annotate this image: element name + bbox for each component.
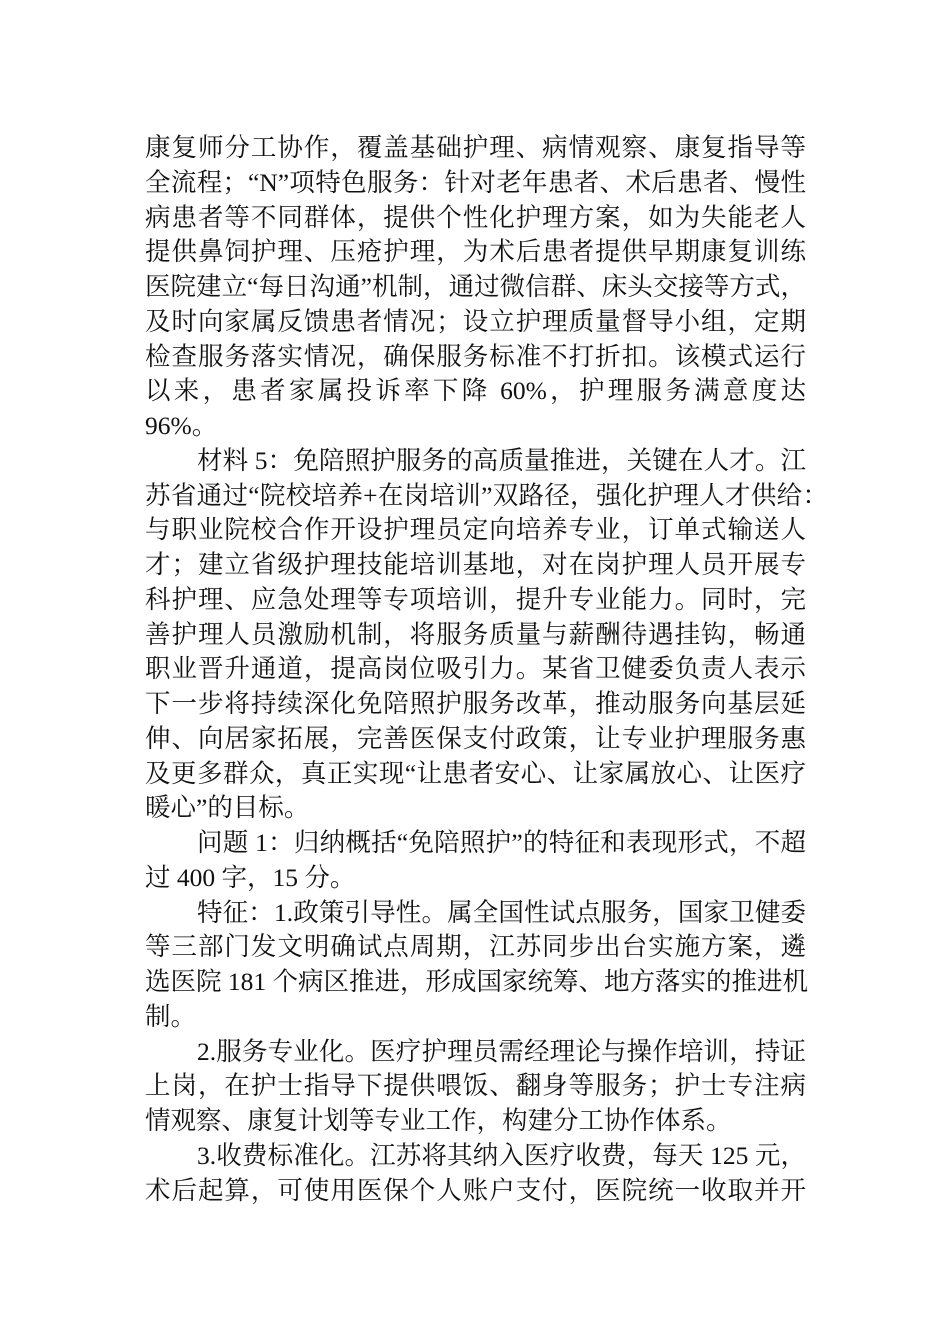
paragraph-feature-1 (145, 896, 809, 1035)
text-line: 96%。 (145, 411, 218, 440)
text-line: 提供鼻饲护理、压疮护理，为术后患者提供早期康复训练 (145, 237, 806, 267)
text-line: 才；建立省级护理技能培训基地，对在岗护理人员开展专 (145, 550, 806, 579)
paragraph-feature-2 (145, 1035, 806, 1139)
text-line: 及更多群众，真正实现“让患者安心、让家属放心、让医疗 (145, 758, 806, 788)
text-line: 2.服务专业化。医疗护理员需经理论与操作培训，持证 (197, 1036, 806, 1066)
text-line: 材料 5：免陪照护服务的高质量推进，关键在人才。江 (197, 445, 806, 475)
text-line: 等三部门发文明确试点周期，江苏同步出台实施方案，遴 (145, 932, 806, 962)
paragraph-material-5 (145, 444, 828, 826)
text-line: 职业晋升通道，提高岗位吸引力。某省卫健委负责人表示 (145, 654, 806, 684)
paragraph-feature-3 (145, 1139, 806, 1209)
text-line: 病患者等不同群体，提供个性化护理方案，如为失能老人 (145, 202, 806, 232)
text-line: 医院建立“每日沟通”机制，通过微信群、床头交接等方式， (145, 272, 806, 301)
text-line: 科护理、应急处理等专项培训，提升专业能力。同时，完 (145, 584, 806, 614)
text-line: 康复师分工协作，覆盖基础护理、病情观察、康复指导等 (145, 133, 806, 162)
text-line: 检查服务落实情况，确保服务标准不打折扣。该模式运行 (145, 341, 806, 371)
text-line: 上岗，在护士指导下提供喂饭、翻身等服务；护士专注病 (145, 1071, 806, 1101)
paragraph-care-model (145, 131, 806, 444)
document-page (145, 131, 828, 1208)
text-line: 术后起算，可使用医保个人账户支付，医院统一收取并开 (145, 1175, 806, 1205)
text-line: 及时向家属反馈患者情况；设立护理质量督导小组，定期 (145, 306, 806, 336)
text-line: 苏省通过“院校培养+在岗培训”双路径，强化护理人才供给： (145, 480, 828, 510)
text-line: 下一步将持续深化免陪照护服务改革，推动服务向基层延 (145, 689, 806, 718)
text-line: 问题 1：归纳概括“免陪照护”的特征和表现形式，不超 (197, 828, 806, 857)
text-line: 全流程；“N”项特色服务：针对老年患者、术后患者、慢性 (145, 167, 806, 197)
text-line: 善护理人员激励机制，将服务质量与薪酬待遇挂钩，畅通 (145, 619, 806, 649)
text-line: 伸、向居家拓展，完善医保支付政策，让专业护理服务惠 (145, 723, 806, 753)
text-line: 制。 (145, 1001, 197, 1031)
text-line: 过 400 字，15 分。 (145, 862, 356, 892)
text-line: 3.收费标准化。江苏将其纳入医疗收费，每天 125 元， (197, 1140, 806, 1170)
text-line: 选医院 181 个病区推进，形成国家统筹、地方落实的推进机 (145, 967, 809, 996)
text-line: 暖心”的目标。 (145, 793, 310, 823)
text-line: 情观察、康复计划等专业工作，构建分工协作体系。 (145, 1106, 732, 1135)
text-line: 与职业院校合作开设护理员定向培养专业，订单式输送人 (145, 515, 806, 545)
paragraph-question-1 (145, 826, 806, 896)
text-line: 特征：1.政策引导性。属全国性试点服务，国家卫健委 (197, 897, 806, 927)
text-line: 以来，患者家属投诉率下降 60%，护理服务满意度达 (145, 376, 806, 406)
